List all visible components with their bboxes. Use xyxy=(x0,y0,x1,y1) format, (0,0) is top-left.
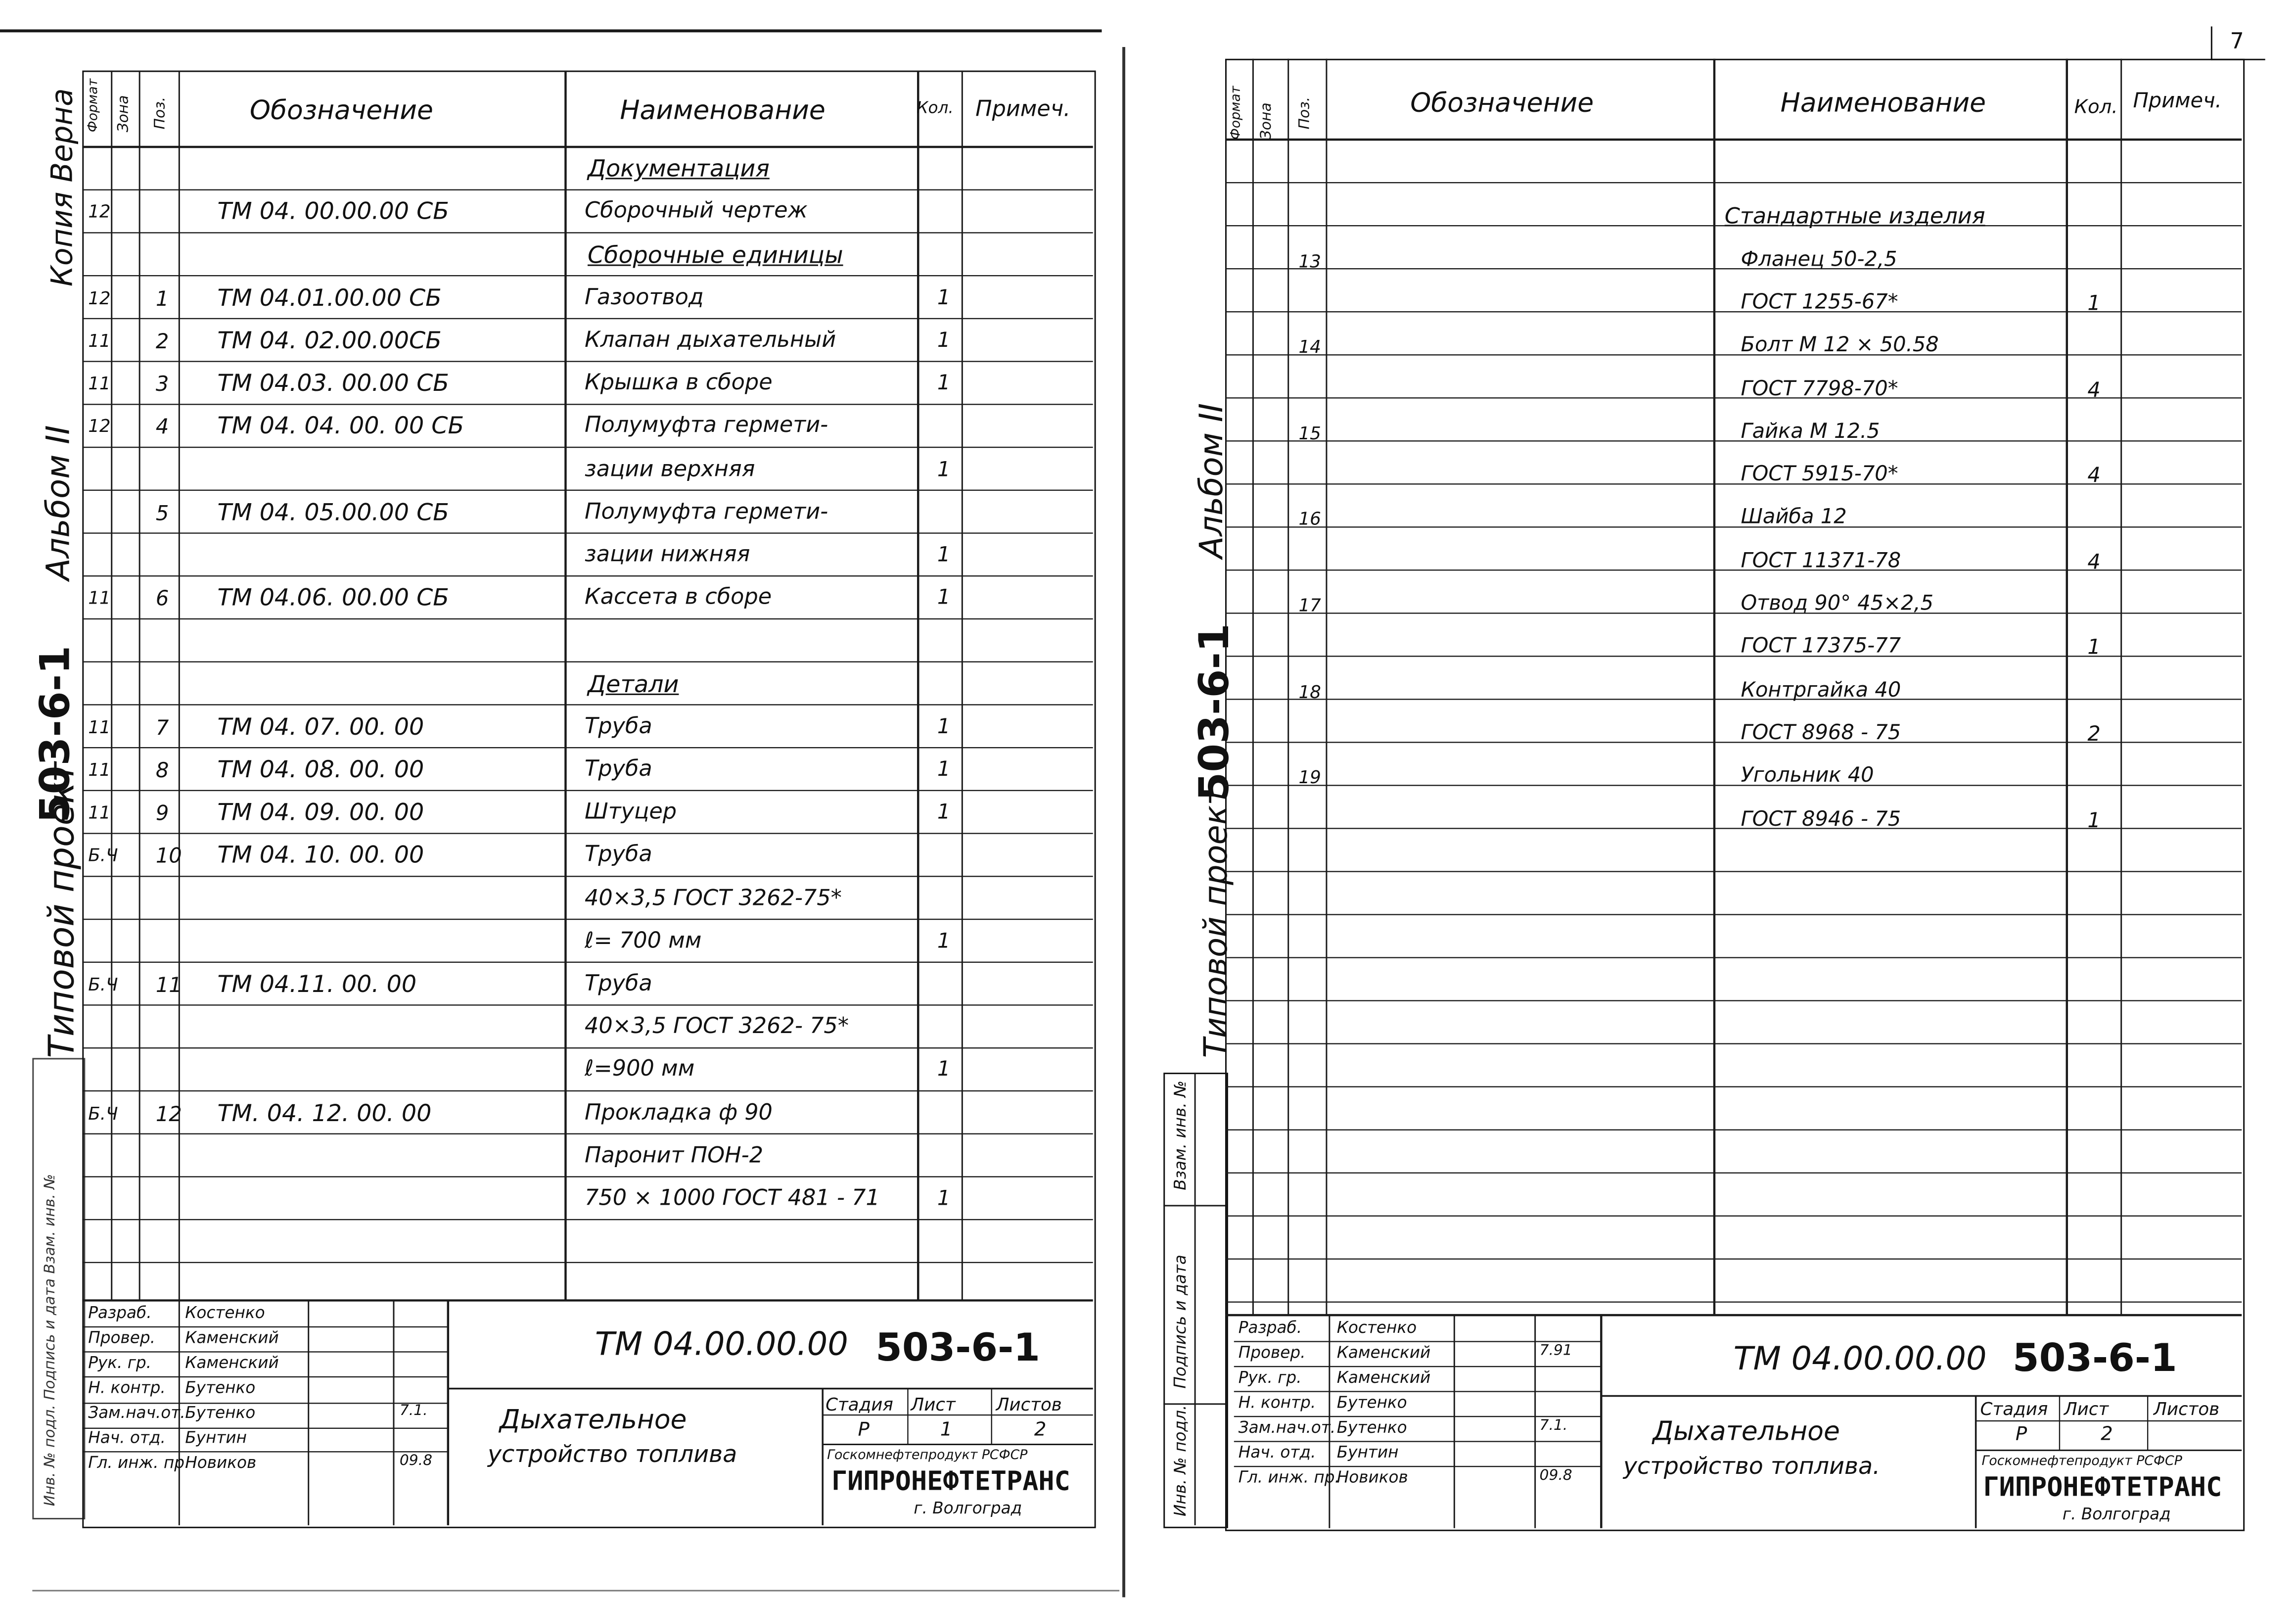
right-tb-name: Бутенко xyxy=(1336,1418,1407,1437)
left-tb-name: Бутенко xyxy=(185,1403,256,1422)
left-project-label: 503-6-1 xyxy=(31,645,80,823)
left-row-name: зации нижняя xyxy=(585,540,750,567)
right-tb-role: Провер. xyxy=(1238,1343,1306,1363)
left-row-name: Полумуфта гермети- xyxy=(585,412,828,439)
left-row-name: Труба xyxy=(585,755,652,782)
left-sheet-value: 1 xyxy=(940,1419,953,1442)
right-project-label: 503-6-1 xyxy=(1190,623,1239,801)
right-tb-name: Каменский xyxy=(1336,1343,1431,1363)
left-row-name: Сборочный чертеж xyxy=(585,197,808,224)
right-row-qty: 1 xyxy=(2087,636,2101,660)
left-tb-name: Костенко xyxy=(185,1303,265,1322)
left-row-format: 12 xyxy=(88,416,111,437)
left-h-designation: Обозначение xyxy=(249,95,433,127)
left-doc-project: 503-6-1 xyxy=(875,1326,1040,1371)
left-org-city: г. Волгоград xyxy=(914,1499,1022,1518)
left-title-line1: Дыхательное xyxy=(499,1405,687,1436)
left-row-pos: 5 xyxy=(155,502,169,526)
right-stage-label: Стадия xyxy=(1980,1399,2048,1420)
left-stub-text: Инв. № подл. Подпись и дата Взам. инв. № xyxy=(43,1174,59,1507)
left-row-format: Б.Ч xyxy=(88,845,118,866)
left-tb-name: Бутенко xyxy=(185,1378,256,1398)
left-tb-role: Зам.нач.от. xyxy=(88,1403,185,1422)
right-org-name: ГИПРОНЕФТЕТРАНС xyxy=(1983,1472,2222,1504)
right-row-pos: 15 xyxy=(1298,423,1321,444)
right-org-line1: Госкомнефтепродукт РСФСР xyxy=(1981,1455,2182,1469)
left-row-pos: 10 xyxy=(155,845,182,869)
left-row-designation: ТМ 04.06. 00.00 СБ xyxy=(217,583,449,612)
left-org-name: ГИПРОНЕФТЕТРАНС xyxy=(831,1466,1070,1498)
left-album-label: Альбом II xyxy=(41,425,78,581)
right-tb-role: Рук. гр. xyxy=(1238,1368,1302,1387)
left-row-qty: 1 xyxy=(937,801,951,825)
right-tb-name: Костенко xyxy=(1336,1318,1417,1337)
right-row-pos: 14 xyxy=(1298,336,1321,358)
right-album-label: Альбом II xyxy=(1194,403,1231,559)
left-row-name: Полумуфта гермети- xyxy=(585,498,828,524)
right-row-pos: 16 xyxy=(1298,509,1321,530)
left-row-name: ℓ= 700 мм xyxy=(585,927,702,953)
right-row-name: ГОСТ 11371-78 xyxy=(1741,549,1901,573)
left-sheets-label: Листов xyxy=(996,1394,1062,1415)
left-row-format: 12 xyxy=(88,287,111,309)
left-row-designation: ТМ 04. 07. 00. 00 xyxy=(217,712,424,741)
left-row-section-heading: Детали xyxy=(588,669,679,698)
right-tb-name: Бунтин xyxy=(1336,1443,1399,1462)
left-row-qty: 1 xyxy=(937,930,951,953)
left-row-pos: 4 xyxy=(155,416,169,440)
left-row-format: 11 xyxy=(88,373,111,394)
left-org-line1: Госкомнефтепродукт РСФСР xyxy=(827,1449,1028,1464)
left-stage-label: Стадия xyxy=(826,1394,893,1415)
right-tb-name: Каменский xyxy=(1336,1368,1431,1387)
left-row-pos: 1 xyxy=(155,287,169,312)
right-row-name: Контргайка 40 xyxy=(1741,678,1901,702)
left-typical-label: Типовой проект xyxy=(41,761,83,1058)
left-row-name: Паронит ПОН-2 xyxy=(585,1141,764,1168)
right-sheet-label: Лист xyxy=(2064,1399,2109,1420)
right-row-name: Гайка М 12.5 xyxy=(1741,420,1880,444)
left-row-designation: ТМ 04. 09. 00. 00 xyxy=(217,798,424,826)
right-h-qty: Кол. xyxy=(2074,97,2118,119)
left-row-pos: 8 xyxy=(155,759,169,784)
left-doc-code: ТМ 04.00.00.00 xyxy=(595,1326,848,1364)
left-row-name: Труба xyxy=(585,841,652,868)
left-row-designation: ТМ 04. 10. 00. 00 xyxy=(217,841,424,869)
right-org-city: г. Волгоград xyxy=(2062,1505,2171,1524)
left-row-format: 11 xyxy=(88,330,111,351)
right-stub-text1: Взам. инв. № xyxy=(1171,1080,1190,1190)
left-title-line2: устройство топлива xyxy=(488,1440,737,1468)
right-row-name: Фланец 50-2,5 xyxy=(1741,247,1897,272)
left-row-name: 40×3,5 ГОСТ 3262- 75* xyxy=(585,1012,849,1039)
left-tb-name: Бунтин xyxy=(185,1428,247,1448)
left-row-qty: 1 xyxy=(937,715,951,739)
left-h-name: Наименование xyxy=(620,95,826,127)
left-row-qty: 1 xyxy=(937,586,951,611)
right-h-format: Формат xyxy=(1229,86,1244,140)
left-row-designation: ТМ 04. 00.00.00 СБ xyxy=(217,197,449,226)
left-row-name: Труба xyxy=(585,970,652,996)
left-copy-label: Копия Верна xyxy=(44,88,80,287)
left-row-name: Клапан дыхательный xyxy=(585,326,836,353)
right-row-name: ГОСТ 5915-70* xyxy=(1741,463,1898,487)
right-row-pos: 19 xyxy=(1298,767,1321,788)
left-row-qty: 1 xyxy=(937,543,951,567)
right-row-name: ГОСТ 1255-67* xyxy=(1741,290,1898,315)
left-tb-role: Рук. гр. xyxy=(88,1353,152,1372)
left-row-name: 750 × 1000 ГОСТ 481 - 71 xyxy=(585,1184,880,1211)
right-title-line1: Дыхательное xyxy=(1653,1416,1840,1448)
left-row-section-heading: Сборочные единицы xyxy=(588,240,843,269)
right-tb-date: 7.1. xyxy=(1539,1418,1568,1434)
left-row-qty: 1 xyxy=(937,1058,951,1083)
right-tb-role: Разраб. xyxy=(1238,1318,1302,1337)
right-tb-role: Нач. отд. xyxy=(1238,1443,1316,1462)
left-row-designation: ТМ. 04. 12. 00. 00 xyxy=(217,1098,432,1127)
left-stage-value: Р xyxy=(858,1419,870,1442)
right-row-name: Болт М 12 × 50.58 xyxy=(1741,333,1939,358)
left-row-name: Газоотвод xyxy=(585,283,704,310)
left-tb-role: Разраб. xyxy=(88,1303,152,1322)
right-row-name: ГОСТ 8968 - 75 xyxy=(1741,721,1901,745)
right-h-name: Наименование xyxy=(1780,88,1986,119)
right-h-zone: Зона xyxy=(1259,102,1275,140)
right-row-qty: 1 xyxy=(2087,292,2101,316)
left-row-designation: ТМ 04. 02.00.00СБ xyxy=(217,326,442,354)
right-tb-name: Бутенко xyxy=(1336,1393,1407,1413)
left-row-format: 11 xyxy=(88,716,111,738)
left-row-designation: ТМ 04.11. 00. 00 xyxy=(217,970,417,998)
right-title-line2: устройство топлива. xyxy=(1623,1452,1881,1480)
left-row-qty: 1 xyxy=(937,329,951,353)
right-typical-label: Типовой проект xyxy=(1198,786,1236,1058)
left-tb-role: Провер. xyxy=(88,1328,155,1348)
left-row-name: зации верхняя xyxy=(585,455,755,481)
left-row-designation: ТМ 04. 08. 00. 00 xyxy=(217,755,424,784)
right-tb-name: Новиков xyxy=(1336,1468,1408,1487)
left-h-zone: Зона xyxy=(116,95,133,133)
right-h-note: Примеч. xyxy=(2133,90,2222,113)
left-sheets-value: 2 xyxy=(1034,1419,1047,1442)
right-tb-date: 7.91 xyxy=(1539,1343,1572,1360)
left-sheet-label: Лист xyxy=(911,1394,956,1415)
left-h-pos: Поз. xyxy=(152,96,169,130)
left-row-name: ℓ=900 мм xyxy=(585,1055,695,1083)
left-tb-role: Гл. инж. пр. xyxy=(88,1453,190,1472)
left-row-pos: 12 xyxy=(155,1103,182,1127)
right-row-pos: 18 xyxy=(1298,681,1321,702)
left-row-format: 11 xyxy=(88,802,111,823)
left-row-name: Кассета в сборе xyxy=(585,583,772,611)
right-row-qty: 1 xyxy=(2087,808,2101,833)
left-row-format: 11 xyxy=(88,588,111,609)
right-tb-role: Гл. инж. пр. xyxy=(1238,1468,1340,1487)
left-row-designation: ТМ 04. 05.00.00 СБ xyxy=(217,498,449,526)
left-row-designation: ТМ 04. 04. 00. 00 СБ xyxy=(217,412,464,440)
left-row-qty: 1 xyxy=(937,372,951,396)
left-row-section-heading: Документация xyxy=(588,154,770,183)
left-tb-date: 09.8 xyxy=(399,1453,432,1469)
left-h-format: Формат xyxy=(87,78,101,133)
right-row-name: ГОСТ 7798-70* xyxy=(1741,377,1898,401)
left-row-qty: 1 xyxy=(937,758,951,782)
right-row-name: ГОСТ 17375-77 xyxy=(1741,635,1901,659)
right-row-name: Шайба 12 xyxy=(1741,506,1847,530)
right-tb-role: Н. контр. xyxy=(1238,1393,1316,1413)
right-sheet-value: 2 xyxy=(2101,1423,2113,1446)
left-tb-name: Каменский xyxy=(185,1353,279,1372)
left-tb-name: Каменский xyxy=(185,1328,279,1348)
left-tb-role: Н. контр. xyxy=(88,1378,166,1398)
right-row-name: Отвод 90° 45×2,5 xyxy=(1741,592,1934,616)
sheet-number: 7 xyxy=(2230,28,2244,54)
right-stage-value: Р xyxy=(2015,1423,2027,1446)
left-row-pos: 3 xyxy=(155,373,169,397)
left-row-pos: 11 xyxy=(155,974,182,998)
left-row-name: Прокладка ф 90 xyxy=(585,1098,773,1125)
right-doc-code: ТМ 04.00.00.00 xyxy=(1733,1341,1987,1378)
left-row-format: Б.Ч xyxy=(88,974,118,995)
right-row-pos: 13 xyxy=(1298,250,1321,272)
left-row-designation: ТМ 04.03. 00.00 СБ xyxy=(217,369,449,397)
left-row-name: Крышка в сборе xyxy=(585,369,773,396)
left-row-qty: 1 xyxy=(937,458,951,481)
left-row-pos: 9 xyxy=(155,802,169,826)
right-row-qty: 4 xyxy=(2087,550,2101,574)
right-tb-role: Зам.нач.от. xyxy=(1238,1418,1336,1437)
left-row-qty: 1 xyxy=(937,286,951,310)
left-row-designation: ТМ 04.01.00.00 СБ xyxy=(217,283,442,312)
left-row-name: 40×3,5 ГОСТ 3262-75* xyxy=(585,884,842,911)
right-stub-text3: Инв. № подл. xyxy=(1171,1405,1190,1517)
right-h-designation: Обозначение xyxy=(1410,88,1594,119)
right-doc-project: 503-6-1 xyxy=(2012,1337,2177,1381)
right-tb-date: 09.8 xyxy=(1539,1468,1572,1484)
right-row-qty: 2 xyxy=(2087,722,2101,747)
left-row-name: Штуцер xyxy=(585,798,677,825)
left-tb-date: 7.1. xyxy=(399,1403,428,1420)
left-row-qty: 1 xyxy=(937,1187,951,1211)
right-sheets-label: Листов xyxy=(2154,1399,2220,1420)
left-row-name: Труба xyxy=(585,712,652,739)
right-row-name: ГОСТ 8946 - 75 xyxy=(1741,807,1901,831)
left-row-format: 11 xyxy=(88,759,111,781)
left-h-note: Примеч. xyxy=(975,95,1071,122)
right-row-pos: 17 xyxy=(1298,595,1321,616)
right-row-qty: 4 xyxy=(2087,378,2101,402)
left-tb-name: Новиков xyxy=(185,1453,257,1472)
right-row-qty: 4 xyxy=(2087,464,2101,488)
left-h-qty: Кол. xyxy=(917,98,954,118)
right-row-name: Угольник 40 xyxy=(1741,764,1874,788)
left-tb-role: Нач. отд. xyxy=(88,1428,166,1448)
left-row-format: Б.Ч xyxy=(88,1103,118,1124)
left-row-pos: 2 xyxy=(155,330,169,354)
right-stub-text2: Подпись и дата xyxy=(1171,1255,1190,1389)
right-row-section-heading: Стандартные изделия xyxy=(1724,203,1985,230)
right-h-pos: Поз. xyxy=(1297,96,1314,130)
left-row-pos: 7 xyxy=(155,716,169,741)
left-row-format: 12 xyxy=(88,202,111,223)
left-row-pos: 6 xyxy=(155,588,169,612)
